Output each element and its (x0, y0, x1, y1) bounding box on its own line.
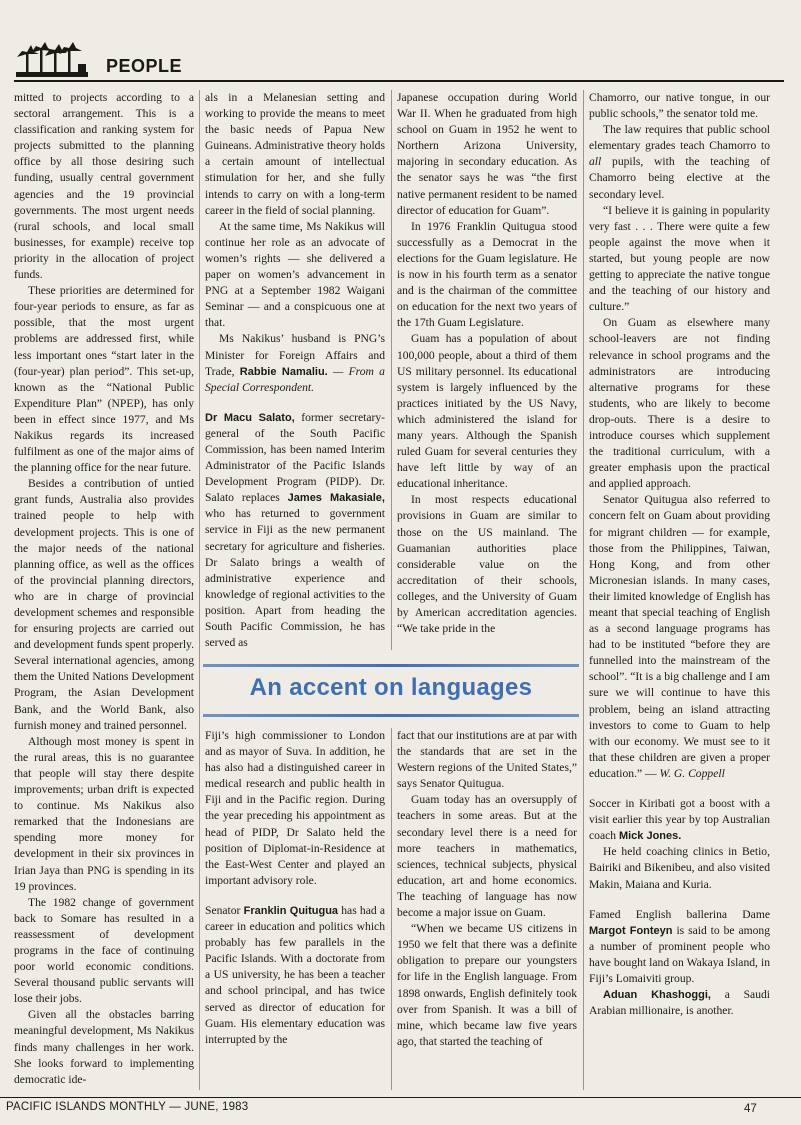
article-credit: W. G. Coppell (659, 766, 725, 780)
paragraph: At the same time, Ms Nakikus will continue her role as an advocate of women’s rights — she delivered a paper on women’s advancement in PNG at a September 1982 Waigani Seminar — and a conspicuous one at that. (205, 219, 385, 330)
person-name: Rabbie Namaliu. (239, 365, 328, 378)
column-divider (199, 90, 200, 1090)
paragraph: On Guam as elsewhere many school-leavers are not finding relevance in school programs and the administrators are introducing alternative programs for these students, who are likely to become drop-outs. There is a desire to introduce courses which supplement the traditional curriculum, with a greater emphasis upon the practical and applied approach. (589, 316, 770, 491)
paragraph-text: Ms Nakikus’ husband is PNG’s Minister for Foreign Affairs and Trade, (205, 332, 385, 378)
paragraph: Japanese occupation during World War II. When he graduated from high school on Guam in 1952 he went to Northern Arizona University, majoring in secondary education. As the senator says he was “the first native permanent resident to be named director of education for Guam”. (397, 91, 577, 217)
paragraph: “I believe it is gaining in popularity very fast . . . There were quite a few people against the move when it started, but young people are now getting to appreciate the native tongue and the teaching of our history and culture.” (589, 203, 770, 314)
header-rule (14, 80, 784, 82)
person-name: James Makasiale, (287, 492, 385, 505)
paragraph (589, 122, 770, 202)
person-name: Franklin Quitugua (243, 904, 339, 917)
article-column-3-lower (397, 728, 577, 1093)
paragraph (205, 903, 385, 1048)
paragraph: In most respects educational provisions in Guam are similar to those on the US mainland. The Guamanian authorities place considerable value on the accreditation of their schools, colleges, and the University of Guam by American accreditation agencies. “We take pride in the (397, 493, 577, 636)
palm-trees-logo-icon (16, 42, 88, 78)
paragraph: Fiji’s high commissioner to London and as mayor of Suva. In addition, he has also had a distinguished career in medical research and public health in Fiji and in the Pacific region. During the year preceding his appointment as head of PIDP, Dr Salato held the position of Diplomat-in-Residence at the East-West Center and played an important advisory role. (205, 729, 385, 887)
paragraph: These priorities are determined for four-year periods to ensure, as far as possible, that the most urgent problems are addressed first, while less important ones “start later in the (four-year) plan period”. This set-up, known as the “National Public Expenditure Plan” (NPEP), has only been in effect since 1977, and Ms Nakikus regards its increased fulfilment as one of the major aims of the planning office for the near future. (14, 284, 194, 475)
paragraph: In 1976 Franklin Quitugua stood successfully as a Democrat in the elections for the Guam legislature. He is now in his fourth term as a senator and is the chairman of the committee on education for the next two years of the 17th Guam Legislature. (397, 219, 577, 330)
paragraph: Guam has a population of about 100,000 people, about a third of them US military personnel. Its educational system is largely influenced by the practices initiated by the US Navy, which administered the island for many years. Although the Spanish ruled Guam for several centuries they have left little by way of an educational inheritance. (397, 332, 577, 491)
footer-rule (0, 1097, 801, 1098)
person-name: Dr Macu Salato, (205, 411, 295, 424)
article-column-2-lower (205, 728, 385, 1093)
feature-headline (203, 660, 579, 720)
person-name: Margot Fonteyn (589, 924, 673, 937)
column-divider (391, 90, 392, 650)
paragraph: Although most money is spent in the rural areas, this is no guarantee that people will stay there despite improvements; urban drift is expected to continue. Ms Nakikus also remarked that the Indonesians are spending more money for development in their six provinces in Irian Jaya than PNG is spending in its 19 provinces. (14, 734, 194, 893)
paragraph-text: a Saudi Arabian millionaire, is another. (589, 988, 771, 1018)
paragraph-text: former secretary-general of the South Pacific Commission, has been named Interim Administrator of the Pacific Islands Development Program (PIDP). Dr. Salato replaces (205, 410, 385, 505)
paragraph (205, 410, 385, 651)
paragraph (589, 796, 770, 844)
article-credit: — From a Special Correspondent. (205, 364, 385, 394)
paragraph: “When we became US citizens in 1950 we felt that there was a definite obligation to prepare our youngsters for life in the English language. From 1898 onwards, English definitely took over from Spanish. It was a bill of mine, which became law five years ago, that started the teaching of (397, 922, 577, 1048)
column-divider (391, 728, 392, 1090)
paragraph-text: is said to be among a number of prominent people who have bought land on Wakaya Island, in Fiji’s Lomaiviti group. (589, 923, 770, 985)
publication-footer: PACIFIC ISLANDS MONTHLY — JUNE, 1983 (6, 1101, 249, 1113)
headline-rule-top (203, 664, 579, 667)
article-column-2 (205, 90, 385, 650)
section-title: PEOPLE (106, 56, 183, 76)
paragraph-text: The law requires that public school elementary grades teach Chamorro to (589, 123, 770, 153)
paragraph (205, 331, 385, 395)
paragraph: Guam today has an oversupply of teachers in some areas. But at the secondary level there is a need for more teachers in mathematics, sciences, technical subjects, physical education, art and home economics. The teaching of language has now become a major issue on Guam. (397, 793, 577, 920)
article-column-1 (14, 90, 194, 1090)
article-column-4 (589, 90, 770, 1090)
paragraph: Besides a contribution of untied grant funds, Australia also provides trained people to help with development projects. This is one of the major needs of the national planning office, as well as the offices of the provincial planning directors, who are in charge of provincial development schemes and responsible for ensuring projects are carried out and development funds spent properly. Several international agencies, among them the United Nations Development Program, the Asian Development Bank, and the World Bank, also furnish money and trained personnel. (14, 477, 194, 732)
paragraph (589, 907, 770, 987)
paragraph-text: Famed English ballerina Dame (589, 907, 770, 921)
paragraph: mitted to projects according to a sectoral arrangement. This is a classification and ranking system for projects submitted to the planning office by all those desiring such funding, usually central government agencies and the 19 provincial governments. The most urgent needs (rural schools, and local small businesses, for example) receive top priority in the allocation of project funds. (14, 91, 194, 282)
paragraph: Chamorro, our native tongue, in our public schools,” the senator told me. (589, 91, 770, 121)
paragraph-text: has had a career in education and politics which probably has few parallels in the Pacific Islands. With a doctorate from a US university, he has been a teacher and school principal, and has twice served as director of education for Guam. His elementary education was interrupted by the (205, 903, 385, 1046)
paragraph-text: Soccer in Kiribati got a boost with a visit earlier this year by top Australian coach (589, 797, 770, 843)
paragraph-text: who has returned to government service in Fiji as the new permanent secretary for agriculture and fisheries. Dr Salato brings a wealth of administrative experience and knowledge of regional activities to the position. Apart from heading the South Pacific Commission, he has served as (205, 507, 385, 650)
feature-title: An accent on languages (249, 674, 533, 701)
headline-rule-bottom (203, 714, 579, 717)
paragraph: als in a Melanesian setting and working to provide the means to meet the basic needs of Papua New Guineans. Administrative theory holds a certain amount of intellectual stimulation for her, and she fully intends to carry on with a long-term career in the field of social planning. (205, 91, 385, 217)
page-header (14, 34, 784, 82)
paragraph: fact that our institutions are at par with the standards that are set in the Western regions of the United States,” says Senator Quitugua. (397, 729, 577, 791)
paragraph-text: Senator Quitugua also referred to concern felt on Guam about providing for migrant children — for example, those from the Philippines, Taiwan, Hong Kong, and from other Micronesian islands. In many cases, their limited knowledge of English has meant that special teaching of English as a second language programs has had to be instituted “before they are funnelled into the mainstream of the school”. “It is a big challenge and I am sure we will continue to have this problem, being an island attracting investors to come to Guam to help with our economy. We must see to it that these children are given a proper education.” — (589, 493, 770, 780)
person-name: Mick Jones. (618, 830, 682, 843)
person-name: Aduan Khashoggi, (603, 989, 711, 1002)
paragraph: Given all the obstacles barring meaningful development, Ms Nakikus finds many challenges in her work. She looks forward to implementing democratic ide- (14, 1008, 194, 1086)
paragraph (589, 492, 770, 782)
paragraph-text: pupils, with the teaching of Chamorro being elective at the secondary level. (589, 155, 770, 201)
paragraph: He held coaching clinics in Betio, Bairiki and Bikenibeu, and also visited Makin, Maiana and Kuria. (589, 845, 770, 891)
paragraph-text: Senator (205, 903, 241, 917)
emphasis: all (589, 155, 602, 169)
paragraph: The 1982 change of government back to Somare has resulted in a reassessment of development programs in the face of continuing poor world economic conditions. Several thousand public servants will lose their jobs. (14, 895, 194, 1006)
paragraph (589, 987, 770, 1019)
article-column-3 (397, 90, 577, 645)
column-divider (583, 90, 584, 1090)
page-number: 47 (744, 1103, 757, 1115)
